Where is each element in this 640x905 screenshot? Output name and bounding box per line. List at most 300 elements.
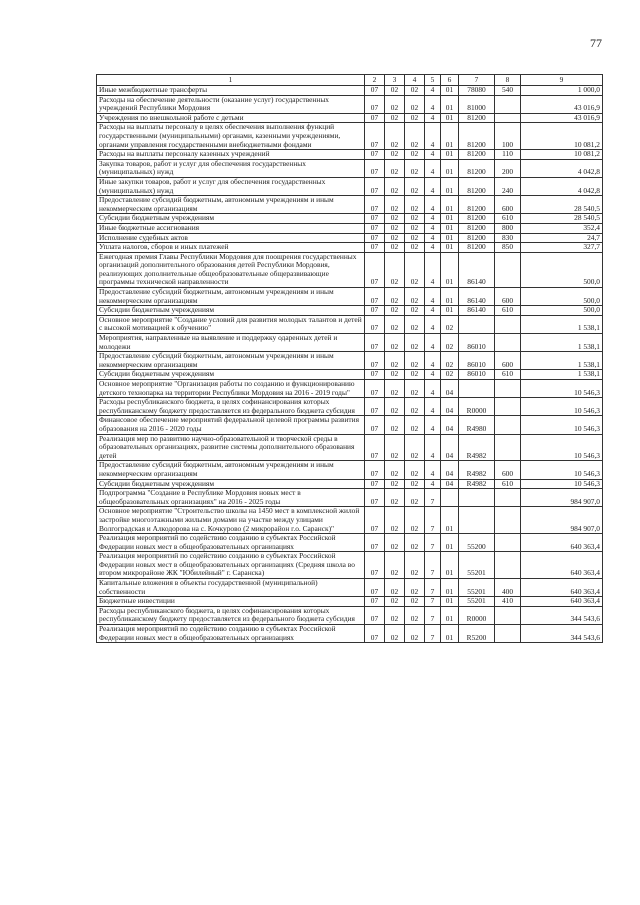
row-amount: 640 363,4: [521, 579, 603, 597]
row-col-8: [495, 552, 521, 579]
row-col-3: 02: [385, 461, 405, 479]
row-col-8: 200: [495, 159, 521, 177]
row-col-2: 07: [365, 334, 385, 352]
row-col-2: 07: [365, 398, 385, 416]
page-number: 77: [590, 36, 602, 50]
row-col-6: 01: [441, 196, 459, 214]
row-col-3: 02: [385, 334, 405, 352]
row-col-4: 02: [405, 416, 425, 434]
row-col-7: 81200: [459, 113, 495, 123]
table-row: [97, 606, 603, 624]
row-col-7: 81200: [459, 196, 495, 214]
row-col-6: 04: [441, 434, 459, 461]
row-name: Расходы на обеспечение деятельности (оказание услуг) государственных учреждений Республики Мордовия: [97, 95, 365, 113]
row-col-3: 02: [385, 507, 405, 534]
table-row: [97, 95, 603, 113]
row-col-6: 01: [441, 113, 459, 123]
row-col-6: 02: [441, 334, 459, 352]
row-col-7: R4980: [459, 416, 495, 434]
table-row: [97, 352, 603, 370]
row-col-4: 02: [405, 86, 425, 96]
row-name: Субсидии бюджетным учреждениям: [97, 306, 365, 316]
row-name: Основное мероприятие "Строительство школы на 1450 мест в комплексной жилой застройке многоэтажными жилыми домами на участке между улицами Волгоградская и Алкодорова на с. Кочкурово (2 микрорайон г.о. Саранск)": [97, 507, 365, 534]
row-col-5: 4: [425, 223, 441, 233]
row-name: Субсидии бюджетным учреждениям: [97, 479, 365, 489]
row-col-8: [495, 625, 521, 643]
row-name: Иные бюджетные ассигнования: [97, 223, 365, 233]
row-col-2: 07: [365, 315, 385, 333]
row-col-5: 7: [425, 597, 441, 607]
table-row: [97, 416, 603, 434]
row-col-7: 55201: [459, 552, 495, 579]
row-col-5: 4: [425, 95, 441, 113]
row-amount: 500,0: [521, 252, 603, 287]
row-col-4: 02: [405, 113, 425, 123]
row-name: Ежегодная премия Главы Республики Мордовия для поощрения государственных организаций дополнительного образования детей Республики Мордовия, реализующих дополнительные общеобразовательные общеразвивающие программы технической направленности: [97, 252, 365, 287]
table-row: [97, 552, 603, 579]
row-name: Иные межбюджетные трансферты: [97, 86, 365, 96]
table-row: [97, 315, 603, 333]
row-name: Мероприятия, направленные на выявление и поддержку одаренных детей и молодежи: [97, 334, 365, 352]
row-col-4: 02: [405, 223, 425, 233]
row-name: Предоставление субсидий бюджетным, автономным учреждениям и иным некоммерческим организациям: [97, 461, 365, 479]
row-col-8: 610: [495, 479, 521, 489]
row-col-4: 02: [405, 606, 425, 624]
row-col-7: R0000: [459, 398, 495, 416]
row-col-3: 02: [385, 86, 405, 96]
row-col-7: 86140: [459, 252, 495, 287]
row-name: Иные закупки товаров, работ и услуг для обеспечения государственных (муниципальных) нужд: [97, 177, 365, 195]
row-amount: 28 540,5: [521, 196, 603, 214]
table-row: [97, 177, 603, 195]
row-col-5: 4: [425, 196, 441, 214]
row-col-5: 4: [425, 243, 441, 253]
row-col-6: 01: [441, 306, 459, 316]
row-col-3: 02: [385, 398, 405, 416]
row-amount: 1 538,1: [521, 370, 603, 380]
row-amount: 43 016,9: [521, 113, 603, 123]
row-col-4: 02: [405, 507, 425, 534]
table-row: [97, 479, 603, 489]
row-col-2: 07: [365, 597, 385, 607]
row-col-2: 07: [365, 233, 385, 243]
row-col-3: 02: [385, 196, 405, 214]
row-col-2: 07: [365, 489, 385, 507]
row-col-8: 610: [495, 214, 521, 224]
row-col-7: 81200: [459, 214, 495, 224]
header-col-7: 7: [459, 75, 495, 86]
row-col-6: 01: [441, 159, 459, 177]
table-row: [97, 625, 603, 643]
row-col-3: 02: [385, 352, 405, 370]
table-row: [97, 534, 603, 552]
table-header: [97, 75, 603, 86]
row-col-5: 7: [425, 625, 441, 643]
row-col-6: 01: [441, 597, 459, 607]
row-name: Капитальные вложения в объекты государственной (муниципальной) собственности: [97, 579, 365, 597]
row-col-7: R4982: [459, 434, 495, 461]
table-row: [97, 288, 603, 306]
row-col-4: 02: [405, 579, 425, 597]
row-col-3: 02: [385, 315, 405, 333]
row-col-7: 55201: [459, 597, 495, 607]
row-col-3: 02: [385, 579, 405, 597]
row-amount: 1 538,1: [521, 334, 603, 352]
row-col-7: [459, 489, 495, 507]
row-col-2: 07: [365, 196, 385, 214]
table-row: [97, 252, 603, 287]
row-col-7: 81200: [459, 159, 495, 177]
header-col-2: 2: [365, 75, 385, 86]
row-col-8: [495, 434, 521, 461]
row-name: Реализация мер по развитию научно-образовательной и творческой среды в образовательных организациях, развитие системы дополнительного образования детей: [97, 434, 365, 461]
row-col-6: 01: [441, 606, 459, 624]
row-col-7: [459, 315, 495, 333]
row-col-7: [459, 380, 495, 398]
row-col-8: 410: [495, 597, 521, 607]
row-col-6: 01: [441, 233, 459, 243]
row-amount: 984 907,0: [521, 489, 603, 507]
row-col-7: 86140: [459, 306, 495, 316]
row-name: Расходы республиканского бюджета, в целях софинансирования которых республиканскому бюджету предоставляется из федерального бюджета субсидия: [97, 398, 365, 416]
row-amount: 4 042,8: [521, 159, 603, 177]
row-col-5: 4: [425, 434, 441, 461]
row-col-2: 07: [365, 416, 385, 434]
row-col-5: 4: [425, 288, 441, 306]
row-col-4: 02: [405, 380, 425, 398]
row-col-4: 02: [405, 489, 425, 507]
row-amount: 327,7: [521, 243, 603, 253]
row-col-4: 02: [405, 150, 425, 160]
row-name: Расходы на выплаты персоналу казенных учреждений: [97, 150, 365, 160]
row-name: Исполнение судебных актов: [97, 233, 365, 243]
row-amount: 10 081,2: [521, 123, 603, 150]
row-col-6: 01: [441, 95, 459, 113]
row-col-5: 4: [425, 214, 441, 224]
row-col-4: 02: [405, 552, 425, 579]
row-name: Расходы республиканского бюджета, в целях софинансирования которых республиканскому бюджету предоставляется из федерального бюджета субсидия: [97, 606, 365, 624]
row-col-2: 07: [365, 370, 385, 380]
row-col-3: 02: [385, 95, 405, 113]
row-col-2: 07: [365, 243, 385, 253]
row-col-8: 600: [495, 461, 521, 479]
row-col-5: 4: [425, 479, 441, 489]
row-col-3: 02: [385, 150, 405, 160]
row-col-2: 07: [365, 306, 385, 316]
row-name: Бюджетные инвестиции: [97, 597, 365, 607]
row-name: Основное мероприятие "Организация работы по созданию и функционированию детского технопарка на территории Республики Мордовия на 2016 - 2019 годы": [97, 380, 365, 398]
row-col-6: 02: [441, 315, 459, 333]
row-col-4: 02: [405, 95, 425, 113]
row-col-4: 02: [405, 123, 425, 150]
table-row: [97, 370, 603, 380]
table-row: [97, 214, 603, 224]
row-name: Субсидии бюджетным учреждениям: [97, 370, 365, 380]
row-col-5: 4: [425, 177, 441, 195]
row-name: Предоставление субсидий бюджетным, автономным учреждениям и иным некоммерческим организациям: [97, 288, 365, 306]
table-row: [97, 579, 603, 597]
row-col-8: 600: [495, 196, 521, 214]
table-row: [97, 306, 603, 316]
row-col-2: 07: [365, 606, 385, 624]
row-col-4: 02: [405, 534, 425, 552]
table-row: [97, 243, 603, 253]
row-col-3: 02: [385, 177, 405, 195]
row-amount: 1 538,1: [521, 352, 603, 370]
row-name: Реализация мероприятий по содействию созданию в субъектах Российской Федерации новых мест в общеобразовательных организациях: [97, 625, 365, 643]
row-col-7: 81000: [459, 95, 495, 113]
row-col-5: 4: [425, 306, 441, 316]
row-col-8: [495, 398, 521, 416]
row-amount: 10 546,3: [521, 398, 603, 416]
row-col-5: 7: [425, 534, 441, 552]
row-col-3: 02: [385, 434, 405, 461]
table-row: [97, 223, 603, 233]
row-col-8: [495, 380, 521, 398]
row-col-8: [495, 113, 521, 123]
row-col-4: 02: [405, 233, 425, 243]
table-row: [97, 461, 603, 479]
row-col-3: 02: [385, 252, 405, 287]
table-row: [97, 434, 603, 461]
row-col-2: 07: [365, 380, 385, 398]
row-col-2: 07: [365, 579, 385, 597]
row-col-8: [495, 252, 521, 287]
row-col-6: 01: [441, 625, 459, 643]
row-amount: 10 546,3: [521, 380, 603, 398]
row-col-4: 02: [405, 370, 425, 380]
row-col-4: 02: [405, 243, 425, 253]
row-col-7: 81200: [459, 243, 495, 253]
row-amount: 10 546,3: [521, 461, 603, 479]
row-col-6: 01: [441, 150, 459, 160]
row-amount: 344 543,6: [521, 625, 603, 643]
row-col-4: 02: [405, 196, 425, 214]
row-col-6: 01: [441, 243, 459, 253]
table-row: [97, 196, 603, 214]
row-col-6: 01: [441, 123, 459, 150]
row-col-6: 01: [441, 288, 459, 306]
row-col-5: 4: [425, 398, 441, 416]
row-col-3: 02: [385, 306, 405, 316]
row-col-2: 07: [365, 177, 385, 195]
header-col-4: 4: [405, 75, 425, 86]
row-col-3: 02: [385, 489, 405, 507]
row-col-8: 800: [495, 223, 521, 233]
row-col-6: 01: [441, 552, 459, 579]
row-col-2: 07: [365, 214, 385, 224]
row-amount: 4 042,8: [521, 177, 603, 195]
row-col-8: 100: [495, 123, 521, 150]
row-col-3: 02: [385, 370, 405, 380]
row-col-4: 02: [405, 461, 425, 479]
row-amount: 352,4: [521, 223, 603, 233]
row-col-3: 02: [385, 159, 405, 177]
row-col-3: 02: [385, 233, 405, 243]
header-col-3: 3: [385, 75, 405, 86]
table-row: [97, 113, 603, 123]
row-col-6: 04: [441, 461, 459, 479]
row-col-8: [495, 315, 521, 333]
row-col-4: 02: [405, 434, 425, 461]
row-col-6: 02: [441, 370, 459, 380]
row-col-3: 02: [385, 625, 405, 643]
row-col-5: 7: [425, 489, 441, 507]
table-row: [97, 597, 603, 607]
row-col-6: 04: [441, 398, 459, 416]
row-col-8: 600: [495, 352, 521, 370]
row-col-2: 07: [365, 552, 385, 579]
row-col-5: 4: [425, 380, 441, 398]
row-amount: 344 543,6: [521, 606, 603, 624]
row-col-7: 86010: [459, 334, 495, 352]
row-col-7: 81200: [459, 123, 495, 150]
row-col-8: 850: [495, 243, 521, 253]
row-name: Реализация мероприятий по содействию созданию в субъектах Российской Федерации новых мест в общеобразовательных организациях (Средняя школа во втором микрорайоне ЖК "Юбилейный" г. Саранска): [97, 552, 365, 579]
row-col-6: 04: [441, 479, 459, 489]
row-col-8: [495, 534, 521, 552]
row-col-2: 07: [365, 223, 385, 233]
row-col-3: 02: [385, 288, 405, 306]
row-col-8: 600: [495, 288, 521, 306]
row-col-5: 4: [425, 113, 441, 123]
table-row: [97, 150, 603, 160]
row-col-8: 240: [495, 177, 521, 195]
row-name: Предоставление субсидий бюджетным, автономным учреждениям и иным некоммерческим организациям: [97, 196, 365, 214]
budget-table: [96, 74, 603, 643]
row-col-7: 86010: [459, 352, 495, 370]
row-col-2: 07: [365, 534, 385, 552]
row-col-6: 01: [441, 177, 459, 195]
row-col-4: 02: [405, 352, 425, 370]
table-row: [97, 507, 603, 534]
row-amount: 640 363,4: [521, 597, 603, 607]
row-col-5: 4: [425, 123, 441, 150]
row-col-8: [495, 95, 521, 113]
row-amount: 10 081,2: [521, 150, 603, 160]
table-row: [97, 86, 603, 96]
row-name: Уплата налогов, сборов и иных платежей: [97, 243, 365, 253]
row-col-3: 02: [385, 479, 405, 489]
row-col-4: 02: [405, 479, 425, 489]
row-col-7: 86140: [459, 288, 495, 306]
row-col-4: 02: [405, 597, 425, 607]
row-amount: 984 907,0: [521, 507, 603, 534]
row-col-3: 02: [385, 123, 405, 150]
row-col-5: 7: [425, 552, 441, 579]
row-col-2: 07: [365, 434, 385, 461]
header-col-8: 8: [495, 75, 521, 86]
row-amount: 640 363,4: [521, 552, 603, 579]
row-col-7: 81200: [459, 223, 495, 233]
row-amount: 10 546,3: [521, 416, 603, 434]
row-col-2: 07: [365, 113, 385, 123]
row-col-8: 830: [495, 233, 521, 243]
row-col-6: 01: [441, 507, 459, 534]
row-col-7: R5200: [459, 625, 495, 643]
row-col-3: 02: [385, 597, 405, 607]
header-col-6: 6: [441, 75, 459, 86]
row-col-2: 07: [365, 352, 385, 370]
row-col-2: 07: [365, 252, 385, 287]
row-amount: 24,7: [521, 233, 603, 243]
row-amount: 28 540,5: [521, 214, 603, 224]
row-col-3: 02: [385, 380, 405, 398]
row-col-5: 4: [425, 150, 441, 160]
row-col-2: 07: [365, 288, 385, 306]
row-col-6: 01: [441, 214, 459, 224]
row-col-2: 07: [365, 95, 385, 113]
table-row: [97, 233, 603, 243]
row-col-5: 4: [425, 352, 441, 370]
row-col-8: [495, 507, 521, 534]
row-col-4: 02: [405, 177, 425, 195]
row-name: Учреждения по внешкольной работе с детьми: [97, 113, 365, 123]
row-amount: 500,0: [521, 306, 603, 316]
row-col-5: 4: [425, 334, 441, 352]
row-col-3: 02: [385, 113, 405, 123]
row-col-7: 86010: [459, 370, 495, 380]
row-col-3: 02: [385, 416, 405, 434]
table-row: [97, 489, 603, 507]
row-col-7: 78080: [459, 86, 495, 96]
row-col-2: 07: [365, 461, 385, 479]
row-col-5: 4: [425, 159, 441, 177]
row-col-7: 55201: [459, 579, 495, 597]
row-col-8: [495, 606, 521, 624]
row-col-5: 4: [425, 416, 441, 434]
table-row: [97, 398, 603, 416]
header-col-5: 5: [425, 75, 441, 86]
row-col-6: 04: [441, 380, 459, 398]
row-col-6: 04: [441, 416, 459, 434]
header-col-9: 9: [521, 75, 603, 86]
row-col-5: 4: [425, 461, 441, 479]
row-amount: 640 363,4: [521, 534, 603, 552]
row-col-7: 81200: [459, 150, 495, 160]
row-col-5: 4: [425, 86, 441, 96]
table-row: [97, 334, 603, 352]
row-col-2: 07: [365, 507, 385, 534]
row-col-6: [441, 489, 459, 507]
row-col-4: 02: [405, 315, 425, 333]
row-col-3: 02: [385, 606, 405, 624]
row-name: Реализация мероприятий по содействию созданию в субъектах Российской Федерации новых мест в общеобразовательных организациях: [97, 534, 365, 552]
row-col-4: 02: [405, 306, 425, 316]
row-col-4: 02: [405, 398, 425, 416]
row-amount: 10 546,3: [521, 434, 603, 461]
row-col-3: 02: [385, 534, 405, 552]
row-col-3: 02: [385, 243, 405, 253]
row-col-2: 07: [365, 625, 385, 643]
row-col-4: 02: [405, 625, 425, 643]
row-col-2: 07: [365, 123, 385, 150]
row-col-3: 02: [385, 214, 405, 224]
row-col-8: [495, 416, 521, 434]
row-col-5: 7: [425, 606, 441, 624]
row-col-8: 110: [495, 150, 521, 160]
table-row: [97, 123, 603, 150]
row-col-8: [495, 489, 521, 507]
row-col-8: 400: [495, 579, 521, 597]
row-name: Предоставление субсидий бюджетным, автономным учреждениям и иным некоммерческим организациям: [97, 352, 365, 370]
row-col-6: 02: [441, 352, 459, 370]
row-col-5: 4: [425, 315, 441, 333]
row-col-7: [459, 507, 495, 534]
row-col-2: 07: [365, 86, 385, 96]
row-col-3: 02: [385, 552, 405, 579]
row-col-4: 02: [405, 159, 425, 177]
